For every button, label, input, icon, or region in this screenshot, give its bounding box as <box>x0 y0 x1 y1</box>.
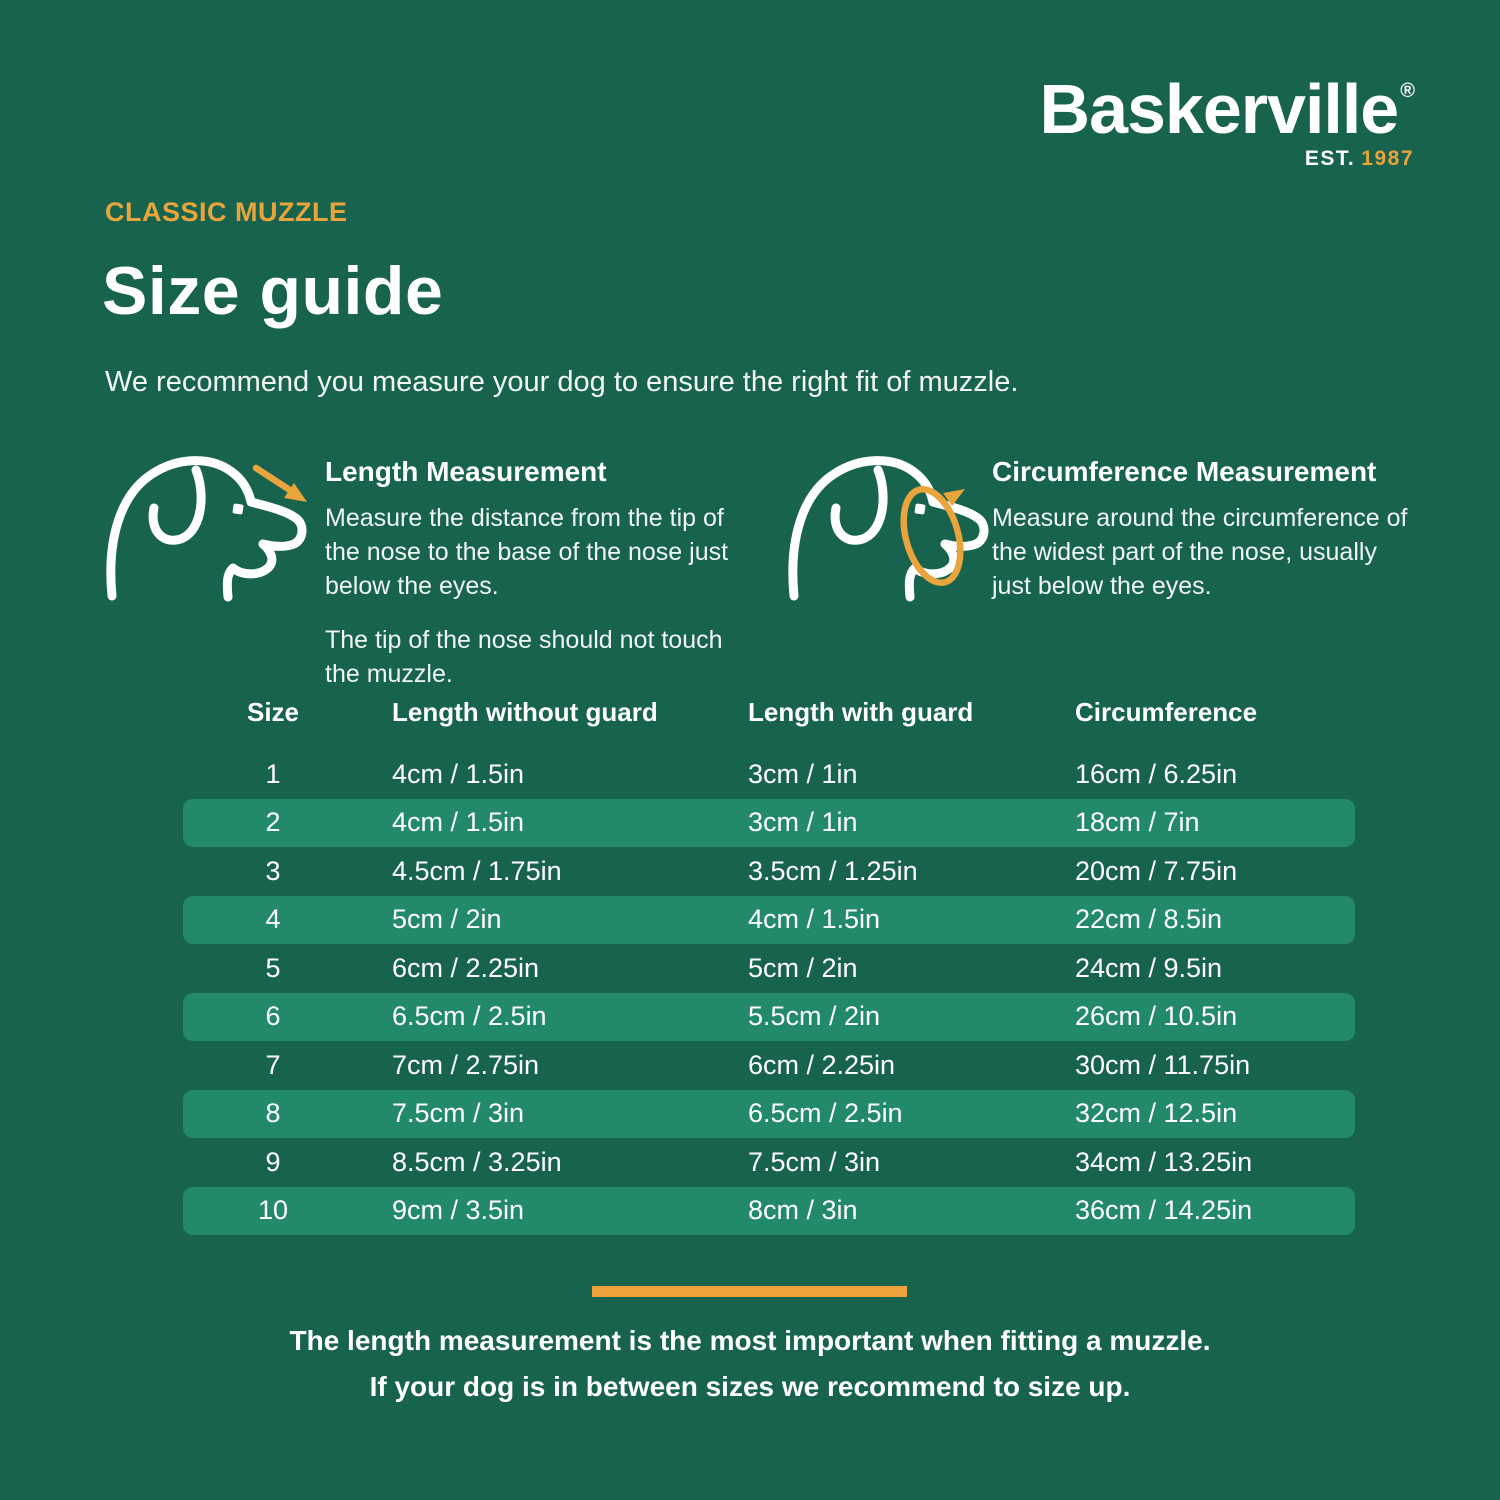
footer-note <box>0 1318 1500 1410</box>
dog-head-circumference-icon <box>780 444 1002 656</box>
header-size: Size <box>246 697 300 727</box>
brand-logo <box>1039 70 1414 170</box>
circumference-measurement-title: Circumference Measurement <box>992 456 1377 487</box>
table-header-row <box>183 688 1355 750</box>
length-measurement-text-2: The tip of the nose should not touch the muzzle. <box>325 626 723 688</box>
header-circumference: Circumference <box>1075 697 1258 727</box>
table-row: 1 4cm / 1.5in 3cm / 1in 16cm / 6.25in <box>265 758 1238 789</box>
table-row: 3 4.5cm / 1.75in 3.5cm / 1.25in 20cm / 7.75in <box>265 855 1238 886</box>
footer-line-2: If your dog is in between sizes we recommend to size up. <box>369 1371 1131 1402</box>
registered-trademark-symbol: ® <box>1400 80 1414 102</box>
length-measurement-section <box>325 456 753 711</box>
length-measurement-title: Length Measurement <box>325 456 607 487</box>
header-length-without-guard: Length without guard <box>392 697 658 727</box>
circumference-measurement-text: Measure around the circumference of the widest part of the nose, usually just below the eyes. <box>992 504 1408 600</box>
table-row: 10 9cm / 3.5in 8cm / 3in 36cm / 14.25in <box>183 1187 1355 1236</box>
page-subtitle: We recommend you measure your dog to ensure the right fit of muzzle. <box>105 366 1019 398</box>
footer-line-1: The length measurement is the most important when fitting a muzzle. <box>289 1325 1211 1356</box>
table-row: 6 6.5cm / 2.5in 5.5cm / 2in 26cm / 10.5in <box>183 993 1355 1042</box>
circumference-measurement-section <box>992 456 1412 623</box>
table-row: 5 6cm / 2.25in 5cm / 2in 24cm / 9.5in <box>265 952 1223 983</box>
table-row: 2 4cm / 1.5in 3cm / 1in 18cm / 7in <box>183 799 1355 848</box>
table-row: 7 7cm / 2.75in 6cm / 2.25in 30cm / 11.75in <box>265 1049 1251 1080</box>
size-table <box>183 688 1355 1235</box>
table-row: 4 5cm / 2in 4cm / 1.5in 22cm / 8.5in <box>183 896 1355 945</box>
length-measurement-text-1: Measure the distance from the tip of the nose to the base of the nose just below the eyes. <box>325 504 729 600</box>
brand-established: EST. 1987 <box>1304 147 1414 170</box>
dog-head-length-icon <box>98 444 320 656</box>
product-name-eyebrow: CLASSIC MUZZLE <box>105 197 348 227</box>
header-length-with-guard: Length with guard <box>748 697 974 727</box>
accent-divider <box>592 1286 907 1297</box>
page-title: Size guide <box>102 253 444 329</box>
table-row: 8 7.5cm / 3in 6.5cm / 2.5in 32cm / 12.5in <box>183 1090 1355 1139</box>
table-row: 9 8.5cm / 3.25in 7.5cm / 3in 34cm / 13.25in <box>265 1146 1253 1177</box>
brand-name: Baskerville ® <box>1039 70 1414 148</box>
